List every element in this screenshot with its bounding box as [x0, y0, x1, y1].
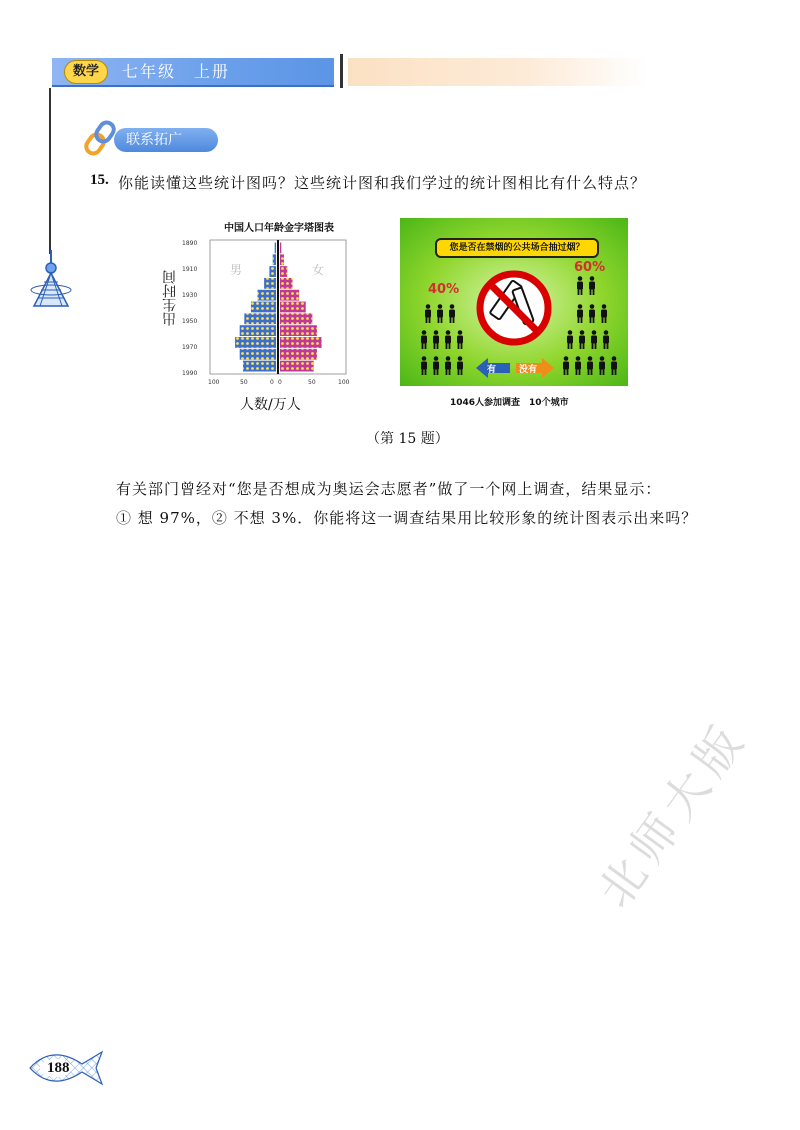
- male-bar-texture: [240, 349, 276, 360]
- question-number: 15.: [90, 172, 109, 188]
- person-icon: [445, 356, 451, 375]
- person-icon: [457, 356, 463, 375]
- pyramid-y-axis-label: 出生时间: [162, 270, 178, 326]
- person-icon: [563, 356, 569, 375]
- smoking-survey-question: 您是否在禁烟的公共场合抽过烟？: [435, 238, 599, 258]
- person-icon: [445, 330, 451, 349]
- chain-link-icon: [84, 120, 118, 156]
- no-percentage: 60%: [574, 260, 606, 275]
- pyramid-x-tick: 100: [338, 379, 350, 386]
- person-icon: [577, 276, 583, 295]
- female-bar-texture: [280, 266, 287, 277]
- pyramid-y-tick: 1950: [182, 318, 198, 325]
- female-bar-texture: [280, 243, 281, 254]
- female-bar-texture: [280, 361, 314, 372]
- female-bar-texture: [280, 278, 293, 289]
- female-bar-texture: [280, 337, 322, 348]
- male-bar-texture: [264, 278, 276, 289]
- header-title: 七年级 上册: [122, 62, 231, 81]
- person-icon: [575, 356, 581, 375]
- subject-badge: 数学: [64, 60, 108, 84]
- pyramid-x-axis-label: 人数/万人: [240, 397, 301, 413]
- person-icon: [421, 356, 427, 375]
- male-bar-texture: [244, 313, 276, 324]
- female-label: 女: [312, 263, 325, 277]
- pyramid-x-tick: 0: [270, 379, 274, 386]
- pyramid-x-tick: 0: [278, 379, 282, 386]
- person-icon: [567, 330, 573, 349]
- female-bar-texture: [280, 302, 306, 313]
- person-icon: [587, 356, 593, 375]
- section-tag: 联系拓广: [114, 128, 218, 152]
- population-pyramid-chart: [182, 236, 360, 388]
- female-bar-texture: [280, 325, 317, 336]
- person-icon: [421, 330, 427, 349]
- male-bar-texture: [243, 361, 276, 372]
- male-label: 男: [230, 263, 243, 277]
- person-icon: [577, 304, 583, 323]
- person-icon: [449, 304, 455, 323]
- paragraph-line-1: 有关部门曾经对“您是否想成为奥运会志愿者”做了一个网上调查，结果显示：: [116, 480, 662, 498]
- male-bar-texture: [275, 243, 276, 254]
- header-divider: [340, 54, 343, 88]
- paragraph-line-2: ① 想 97%，② 不想 3%．你能将这一调查结果用比较形象的统计图表示出来吗？: [116, 509, 698, 527]
- pyramid-x-tick: 50: [240, 379, 248, 386]
- pyramid-y-tick: 1930: [182, 292, 198, 299]
- person-icon: [457, 330, 463, 349]
- person-icon: [589, 276, 595, 295]
- female-bar-texture: [280, 290, 299, 301]
- person-icon: [611, 356, 617, 375]
- person-icon: [599, 356, 605, 375]
- smoking-survey-caption: 1046人参加调查 10个城市: [450, 398, 569, 408]
- person-icon: [437, 304, 443, 323]
- male-bar-texture: [235, 337, 276, 348]
- male-bar-texture: [273, 254, 276, 265]
- pyramid-y-tick: 1990: [182, 370, 198, 377]
- margin-rule: [49, 88, 51, 254]
- figure-caption: （第 15 题）: [366, 431, 449, 447]
- tower-icon: [26, 250, 76, 310]
- no-smoking-sign: [480, 274, 548, 342]
- header-decoration: [348, 58, 648, 86]
- female-bar-texture: [280, 349, 317, 360]
- male-bar-texture: [240, 325, 276, 336]
- male-bar-texture: [258, 290, 276, 301]
- pyramid-x-tick: 100: [208, 379, 220, 386]
- no-arrow-label: 没有: [519, 365, 538, 375]
- person-icon: [425, 304, 431, 323]
- yes-arrow-label: 有: [487, 365, 497, 375]
- person-icon: [433, 356, 439, 375]
- person-icon: [591, 330, 597, 349]
- question-text: 你能读懂这些统计图吗？这些统计图和我们学过的统计图相比有什么特点？: [118, 174, 647, 192]
- male-bar-texture: [251, 302, 276, 313]
- pyramid-y-tick: 1890: [182, 240, 198, 247]
- page-number: 188: [47, 1060, 70, 1076]
- person-icon: [579, 330, 585, 349]
- female-bar-texture: [280, 254, 284, 265]
- pyramid-y-tick: 1970: [182, 344, 198, 351]
- female-bar-texture: [280, 313, 312, 324]
- male-bar-texture: [269, 266, 276, 277]
- yes-percentage: 40%: [428, 282, 460, 297]
- pyramid-chart-title: 中国人口年龄金字塔图表: [224, 223, 334, 234]
- publisher-watermark: 北师大版: [587, 710, 758, 918]
- person-icon: [601, 304, 607, 323]
- person-icon: [433, 330, 439, 349]
- pyramid-x-tick: 50: [308, 379, 316, 386]
- person-icon: [603, 330, 609, 349]
- pyramid-y-tick: 1910: [182, 266, 198, 273]
- person-icon: [589, 304, 595, 323]
